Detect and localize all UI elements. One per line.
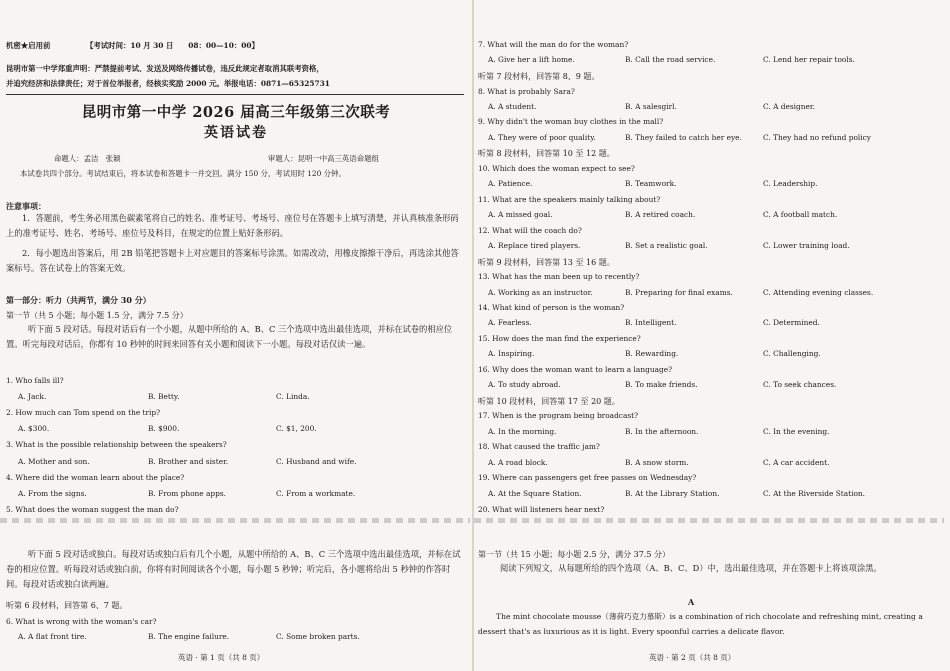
question-1: 1. Who falls ill? <box>6 376 64 385</box>
option-c: C. A football match. <box>763 210 838 220</box>
option-c: C. A designer. <box>763 101 815 111</box>
option-b: B. At the Library Station. <box>625 488 720 498</box>
fold-cut-line-2 <box>474 518 944 523</box>
material-6: 听第 6 段材料，回答第 6、7 题。 <box>6 601 128 610</box>
option-a: A. They were of poor quality. <box>488 132 596 142</box>
exam-page-1 <box>0 0 472 671</box>
option-a: A. Give her a lift home. <box>488 55 575 65</box>
option-b: B. To make friends. <box>625 380 698 390</box>
note-2: 2．每小题选出答案后，用 2B 铅笔把答题卡上对应题目的答案标号涂黑。如需改动，用橡皮擦擦干净后，再选涂其他答案标号。答在试卷上的答案无效。 <box>6 248 459 273</box>
option-a: A. In the morning. <box>488 426 557 436</box>
section2-instructions: 听下面 5 段对话或独白。每段对话或独白后有几个小题，从题中所给的 A、B、C 三个选项中选出最佳选项，并标在试卷的相应位置。听每段对话或独白前，你将有时间阅读各个小题，每小题 5 秒钟；听完后，各小题将给出 5 秒钟的作答时间。每段对话或独白读两遍。 <box>6 549 461 589</box>
option-2a: A. $300. <box>18 424 50 433</box>
question: 11. What are the speakers mainly talking about? <box>478 194 661 204</box>
question-5: 5. What does the woman suggest the man do? <box>6 505 179 514</box>
question: 9. Why didn't the woman buy clothes in the mall? <box>478 117 664 127</box>
question-3: 3. What is the possible relationship between the speakers? <box>6 440 227 449</box>
option-c: C. At the Riverside Station. <box>763 488 866 498</box>
option-b: B. They failed to catch her eye. <box>625 132 742 142</box>
option-a: A. To study abroad. <box>488 380 561 390</box>
passage-label: A <box>688 597 695 607</box>
option-c: C. A car accident. <box>763 457 830 467</box>
option-a: A. Working as an instructor. <box>488 287 593 297</box>
option-a: A. Patience. <box>488 179 533 189</box>
option-a: A. At the Square Station. <box>488 488 582 498</box>
exam-time: 【考试时间：10 月 30 日 08：00—10：00】 <box>86 41 259 50</box>
question: 14. What kind of person is the woman? <box>478 303 625 313</box>
option-6c: C. Some broken parts. <box>276 632 360 641</box>
section1-instructions: 听下面 5 段对话。每段对话后有一个小题，从题中所给的 A、B、C 三个选项中选出最佳选项，并标在试卷的相应位置。听完每段对话后，你都有 10 秒钟的时间来回答有关小题和阅读下一小题。每段对话仅读一遍。 <box>6 324 453 349</box>
header-rule <box>6 94 464 95</box>
option-a: A. Replace tired players. <box>488 241 581 250</box>
option-4b: B. From phone apps. <box>148 489 227 498</box>
option-b: B. Call the road service. <box>625 55 716 65</box>
option-1a: A. Jack. <box>18 392 47 401</box>
part1-heading: 第一部分：听力（共两节，满分 30 分） <box>6 295 151 305</box>
reviewers: 审题人：昆明一中高三英语命题组 <box>268 154 379 163</box>
material-heading: 听第 9 段材料，回答第 13 至 16 题。 <box>478 257 615 267</box>
option-a: A. Inspiring. <box>488 349 535 359</box>
option-1b: B. Betty. <box>148 392 180 401</box>
question: 8. What is probably Sara? <box>478 86 575 96</box>
option-c: C. In the evening. <box>763 426 830 436</box>
option-4a: A. From the signs. <box>18 489 87 498</box>
option-c: C. Lower training load. <box>763 241 850 250</box>
option-b: B. Teamwork. <box>625 179 677 189</box>
option-2c: C. $1, 200. <box>276 424 317 433</box>
option-b: B. Preparing for final exams. <box>625 287 733 297</box>
question-6: 6. What is wrong with the woman's car? <box>6 617 157 626</box>
option-6a: A. A flat front tire. <box>18 632 87 641</box>
material-heading: 听第 7 段材料，回答第 8、9 题。 <box>478 71 600 81</box>
question: 12. What will the coach do? <box>478 225 582 235</box>
option-4c: C. From a workmate. <box>276 489 356 498</box>
option-b: B. Rewarding. <box>625 349 679 359</box>
notes-heading: 注意事项： <box>6 201 46 211</box>
exam-subtitle: 英语试卷 <box>204 125 268 141</box>
option-6b: B. The engine failure. <box>148 632 230 641</box>
exam-page-2 <box>474 0 950 671</box>
material-heading: 听第 8 段材料，回答第 10 至 12 题。 <box>478 149 615 159</box>
reading-section-heading: 第一节（共 15 小题；每小题 2.5 分，满分 37.5 分） <box>478 550 670 559</box>
option-c: C. Lend her repair tools. <box>763 55 855 65</box>
page-1-footer: 英语 · 第 1 页（共 8 页） <box>178 653 265 662</box>
option-b: B. Set a realistic goal. <box>625 241 708 250</box>
page-2-footer: 英语 · 第 2 页（共 8 页） <box>649 653 736 662</box>
option-a: A. A missed goal. <box>488 210 553 220</box>
section1-heading: 第一节（共 5 小题；每小题 1.5 分，满分 7.5 分） <box>6 311 188 320</box>
option-a: A. A road block. <box>488 457 548 467</box>
option-c: C. To seek chances. <box>763 380 837 390</box>
option-a: A. Fearless. <box>488 318 532 328</box>
proposers: 命题人：孟洁 张颖 <box>54 154 121 163</box>
passage-text: The mint chocolate mousse（薄荷巧克力慕斯）is a combination of rich chocolate and refreshing mint, creating a dessert that's as luxurious as it is light. Every spoonful carries a delicate flavor. <box>478 612 923 636</box>
question: 10. Which does the woman expect to see? <box>478 163 635 173</box>
question-20: 20. What will listeners hear next? <box>478 505 605 514</box>
warning-line-2: 并追究经济和法律责任；对于首位举报者，经核实奖励 2000 元。举报电话：0871—65325731 <box>6 79 330 88</box>
question: 17. When is the program being broadcast? <box>478 411 639 421</box>
warning-line-1: 昆明市第一中学郑重声明：严禁提前考试、发送及网络传播试卷，违反此规定者取消其联考资格， <box>6 64 324 73</box>
exam-title: 昆明市第一中学 2026 届高三年级第三次联考 <box>81 104 391 121</box>
question-4: 4. Where did the woman learn about the place? <box>6 473 185 482</box>
option-c: C. Attending evening classes. <box>763 287 874 297</box>
exam-intro: 本试卷共四个部分。考试结束后，将本试卷和答题卡一并交回。满分 150 分，考试用时 120 分钟。 <box>20 169 346 178</box>
option-c: C. Leadership. <box>763 179 818 189</box>
option-c: C. They had no refund policy <box>763 132 871 142</box>
reading-instructions: 阅读下列短文，从每题所给的四个选项（A、B、C、D）中，选出最佳选项，并在答题卡上将该项涂黑。 <box>500 563 882 573</box>
question: 18. What caused the traffic jam? <box>478 442 600 452</box>
option-1c: C. Linda. <box>276 392 310 401</box>
option-3b: B. Brother and sister. <box>148 457 229 466</box>
material-heading: 听第 10 段材料，回答第 17 至 20 题。 <box>478 396 620 406</box>
option-3c: C. Husband and wife. <box>276 457 357 466</box>
question: 15. How does the man find the experience? <box>478 334 641 343</box>
secret-label: 机密★启用前 <box>6 41 51 50</box>
option-3a: A. Mother and son. <box>18 457 90 466</box>
question: 16. Why does the woman want to learn a language? <box>478 364 673 374</box>
question: 13. What has the man been up to recently? <box>478 272 640 282</box>
option-b: B. A retired coach. <box>625 210 696 220</box>
option-c: C. Determined. <box>763 318 820 328</box>
question: 7. What will the man do for the woman? <box>478 40 629 49</box>
question: 19. Where can passengers get free passes on Wednesday? <box>478 473 697 483</box>
note-1: 1．答题前，考生务必用黑色碳素笔将自己的姓名、准考证号、考场号、座位号在答题卡上填写清楚，并认真核准条形码上的准考证号、姓名、考场号、座位号及科目，在规定的位置上贴好条形码。 <box>6 213 459 238</box>
option-c: C. Challenging. <box>763 349 821 359</box>
option-b: B. A snow storm. <box>625 457 689 467</box>
option-b: B. In the afternoon. <box>625 426 699 436</box>
option-b: B. A salesgirl. <box>625 101 677 111</box>
option-2b: B. $900. <box>148 424 180 433</box>
option-a: A. A student. <box>488 101 537 111</box>
option-b: B. Intelligent. <box>625 318 677 328</box>
question-2: 2. How much can Tom spend on the trip? <box>6 408 161 417</box>
fold-cut-line <box>0 518 470 523</box>
